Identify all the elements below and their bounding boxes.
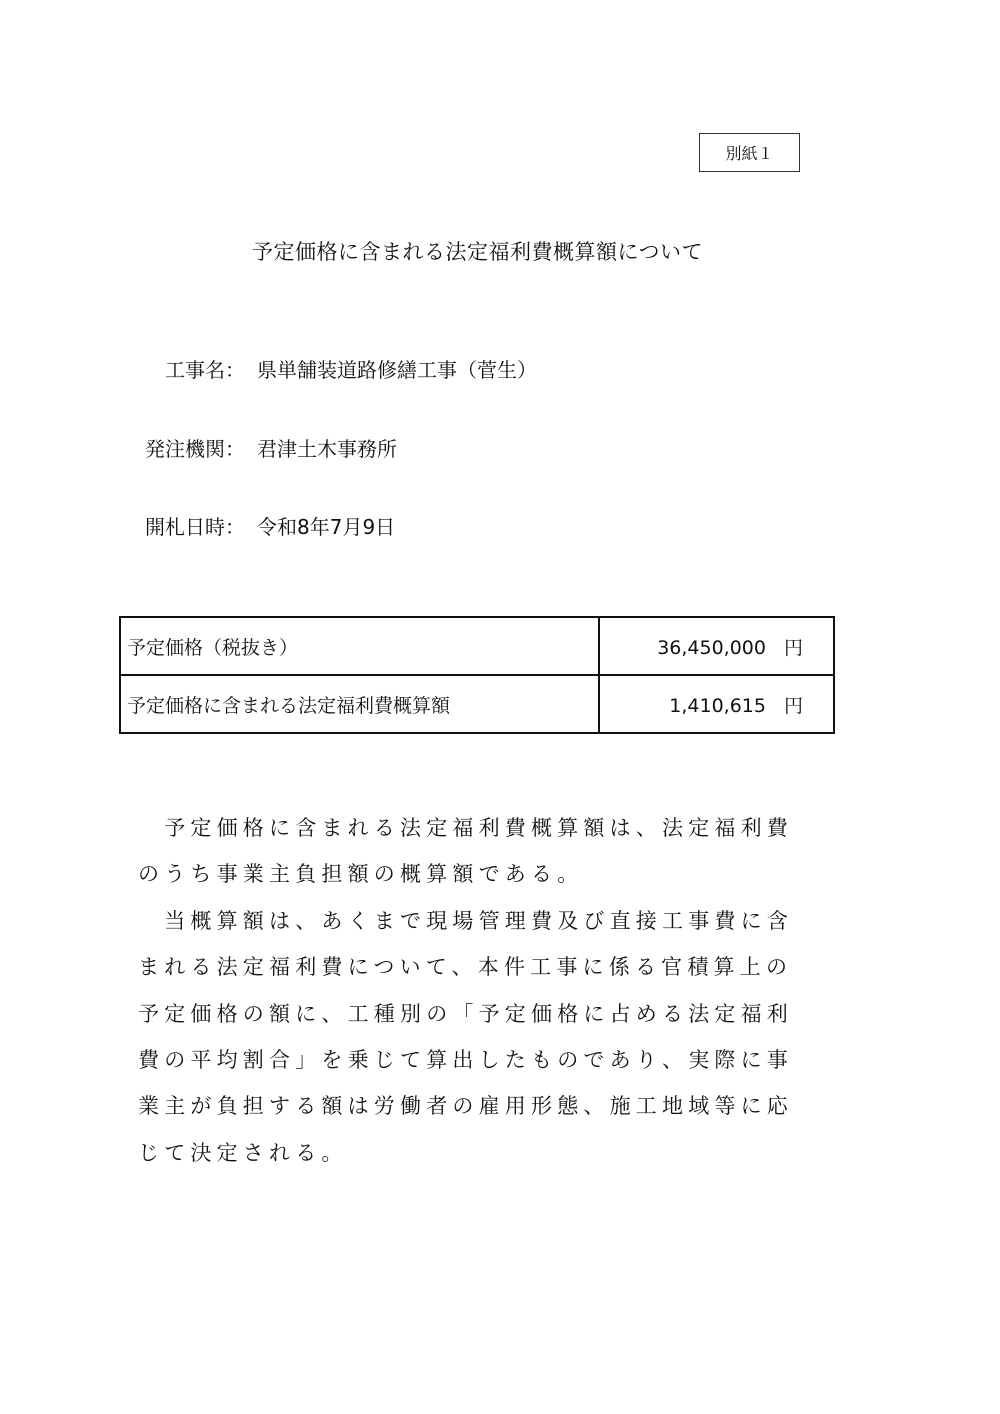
planned-price-label: 予定価格（税抜き）	[120, 617, 599, 675]
welfare-cost-amount-cell	[599, 675, 834, 733]
planned-price-amount: 36,450,000	[657, 636, 766, 659]
bid-opening-date-row	[0, 508, 395, 542]
price-table	[119, 616, 835, 734]
explanation-text	[138, 805, 798, 1176]
welfare-cost-label: 予定価格に含まれる法定福利費概算額	[120, 675, 599, 733]
ordering-office-row	[0, 430, 397, 464]
table-row-planned-price	[120, 617, 834, 675]
planned-price-amount-cell	[599, 617, 834, 675]
appendix-label: 別紙１	[699, 133, 800, 172]
project-name-label: 工事名：	[165, 357, 245, 382]
explanation-paragraph-2: 当概算額は、あくまで現場管理費及び直接工事費に含 まれる法定福利費について、本件工事に係る官積算上の 予定価格の額に、工種別の「予定価格に占める法定福利 費の平均割合」を乗じて算出したものであり、実際に事 業主が負担する額は労働者の雇用形態、施工地域等に応 じて決定される。	[138, 908, 793, 1165]
project-name-row	[0, 351, 537, 385]
table-row-welfare-cost	[120, 675, 834, 733]
explanation-paragraph-1: 予定価格に含まれる法定福利費概算額は、法定福利費 のうち事業主負担額の概算額である。	[138, 816, 793, 887]
ordering-office-label: 発注機関：	[145, 436, 245, 461]
document-title: 予定価格に含まれる法定福利費概算額について	[251, 240, 704, 264]
ordering-office-value: 君津土木事務所	[257, 436, 397, 461]
planned-price-unit: 円	[783, 636, 803, 659]
bid-opening-date-label: 開札日時：	[145, 514, 245, 539]
project-name-value: 県単舗装道路修繕工事（菅生）	[257, 357, 537, 382]
welfare-cost-amount: 1,410,615	[669, 694, 766, 717]
bid-opening-date-value: 令和8年7月9日	[257, 514, 396, 539]
welfare-cost-unit: 円	[783, 694, 803, 717]
